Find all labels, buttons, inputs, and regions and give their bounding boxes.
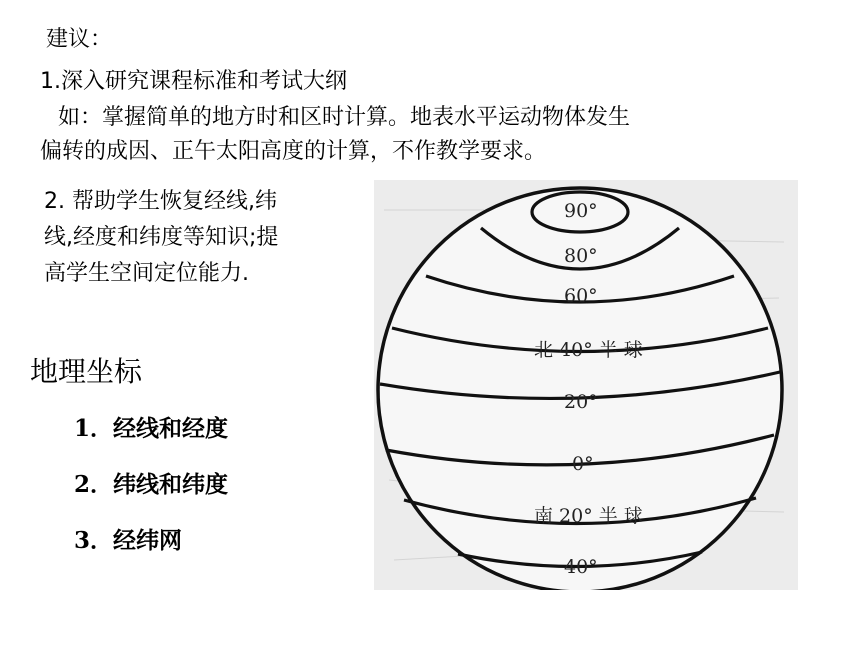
lat-label-60: 60° (564, 285, 598, 307)
item1-body-line2: 偏转的成因、正午太阳高度的计算，不作教学要求。 (40, 139, 547, 164)
lat-label-equator: 0° (572, 453, 594, 475)
lat-label-90: 90° (564, 200, 598, 222)
lat-label-20n: 20° (564, 391, 598, 413)
item1-body-line1: 如：掌握简单的地方时和区时计算。地表水平运动物体发生 (58, 105, 631, 130)
suggestion-heading: 建议： (46, 27, 113, 52)
geo-coordinates-heading: 地理坐标 (30, 355, 143, 388)
geo-item-parallel: 2．纬线和纬度 (74, 471, 229, 498)
item1-title: 1.深入研究课程标准和考试大纲 (40, 69, 347, 94)
geo-item-grid: 3．经纬网 (74, 527, 183, 554)
globe-svg (374, 180, 798, 590)
item2-line3: 高学生空间定位能力. (44, 261, 249, 286)
item2-line2: 线,经度和纬度等知识;提 (44, 225, 279, 250)
lat-label-south-hemisphere: 南 20° 半 球 (534, 505, 643, 527)
lat-label-40s: 40° (564, 556, 598, 578)
item2-line1: 2. 帮助学生恢复经线,纬 (44, 189, 277, 214)
lat-label-80: 80° (564, 245, 598, 267)
lat-label-north-hemisphere: 北 40° 半 球 (534, 339, 643, 361)
globe-latitude-figure (374, 180, 798, 590)
geo-item-meridian: 1．经线和经度 (74, 415, 229, 442)
